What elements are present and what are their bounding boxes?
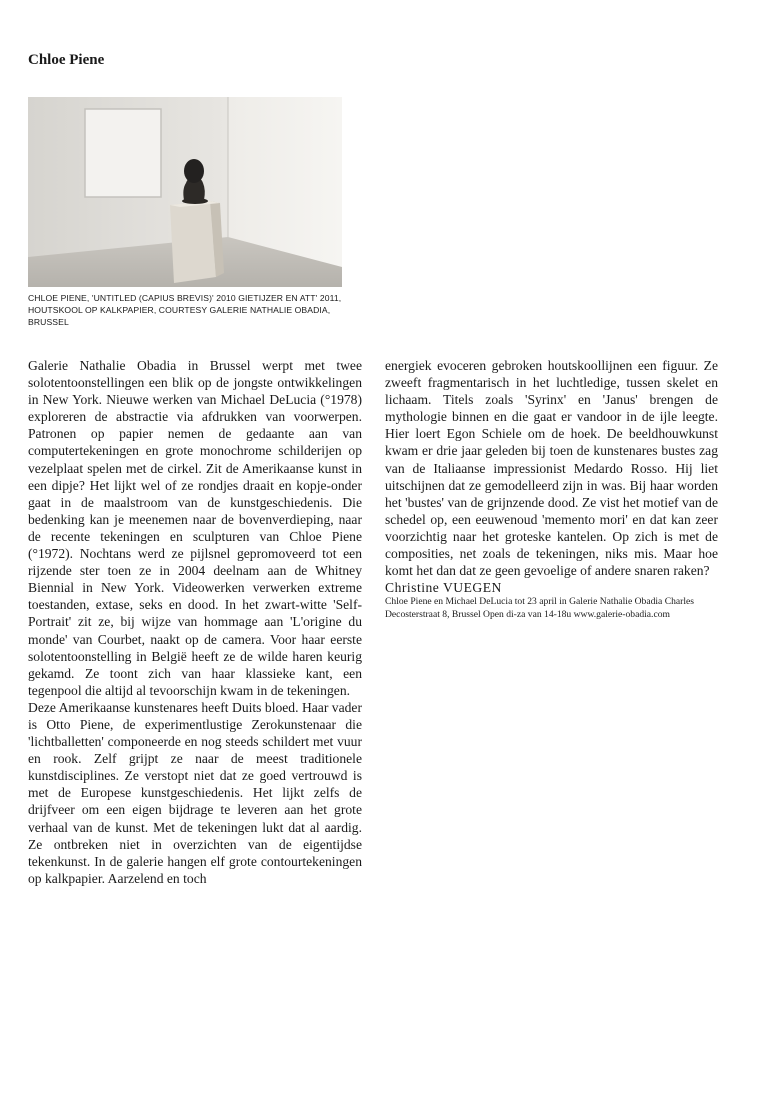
article-paragraph: Deze Amerikaanse kunstenares heeft Duits bloed. Haar vader is Otto Piene, de experimentlustige Zerokunstenaar die 'lichtballetten' componeerde en nog steeds schildert met vuur en rook. Zelf grijpt ze naar de meest traditionele kunstdisciplines. Ze verstopt niet dat ze goed vertrouwd is met de Europese kunstgeschiedenis. Het lijkt zelfs de drijfveer om een eigen bijdrage te leveren aan het grote verhaal van de kunst. Met de tekeningen lukt dat al aardig. Ze ontbreken niet in overzichten van de eigentijdse tekenkunst. In de galerie hangen elf grote contourtekeningen op kalkpapier. Aarzelend en toch (28, 699, 362, 886)
article-title: Chloe Piene (28, 52, 105, 68)
exhibition-photo (28, 97, 342, 287)
article-author: Christine VUEGEN (385, 580, 502, 596)
article-column-2 (385, 357, 718, 622)
article-paragraph: energiek evoceren gebroken houtskoollijnen een figuur. Ze zweeft fragmentarisch in het luchtledige, tussen skelet en lichaam. Titels zoals 'Syrinx' en 'Janus' brengen de mythologie binnen en die gaat er vandoor in de ijle leegte. Hier loert Egon Schiele om de hoek. De beeldhouwkunst kwam er drie jaar geleden bij toen de kunstenares bustes zag van de Italiaanse impressionist Medardo Rosso. Hij liet uitschijnen dat ze gemodelleerd zijn in was. Bij haar worden het 'bustes' van de grijnzende dood. Ze vist het motief van de schedel op, een eeuwenoud 'memento mori' en dat kan zeer voorzichtig naar het groteske kantelen. Op zich is met de composities, net zoals de tekeningen, niks mis. Maar hoe komt het dan dat ze geen gevoelige of andere snaren raken? (385, 358, 718, 579)
article-paragraph: Galerie Nathalie Obadia in Brussel werpt met twee solotentoonstellingen een blik op de jongste ontwikkelingen in New York. Nieuwe werken van Michael DeLucia (°1978) exploreren de abstractie via afdrukken van voorwerpen. Patronen op papier nemen de gedaante aan van computertekeningen en grote monochrome schilderijen op vezelplaat spelen met de cirkel. Zit de Amerikaanse kunst in een dipje? Het lijkt wel of ze rondjes draait en kopje-onder gaat in de maalstroom van de kunstgeschiedenis. Die bedenking kan je meenemen naar de bovenverdieping, naar de recente tekeningen en sculpturen van Chloe Piene (°1972). Nochtans werd ze pijlsnel gepromoveerd tot een rijzende ster toen ze in 2004 deelnam aan de Whitney Biennial in New York. Videowerken verwerken extreme toestanden, extase, seks en dood. In het zwart-witte 'Self-Portrait' zit ze, bij wijze van hommage aan 'L'origine du monde' van Courbet, naakt op de camera. Voor haar eerste solotentoonstelling in België heeft ze de wilde haren keurig gekamd. Ze toont zich van haar klassieke kant, een tegenpool die altijd al tevoorschijn kwam in de tekeningen. (28, 358, 362, 698)
article-column-1 (28, 357, 362, 887)
gallery-photo-image (28, 97, 342, 287)
photo-caption: CHLOE PIENE, 'UNTITLED (CAPIUS BREVIS)' 2010 GIETIJZER EN ATT' 2011, HOUTSKOOL OP KALKPAPIER, COURTESY GALERIE NATHALIE OBADIA, BRUSSEL (28, 293, 342, 328)
exhibition-info: Chloe Piene en Michael DeLucia tot 23 april in Galerie Nathalie Obadia Charles Decosterstraat 8, Brussel Open di-za van 14-18u www.galerie-obadia.com (385, 596, 695, 620)
